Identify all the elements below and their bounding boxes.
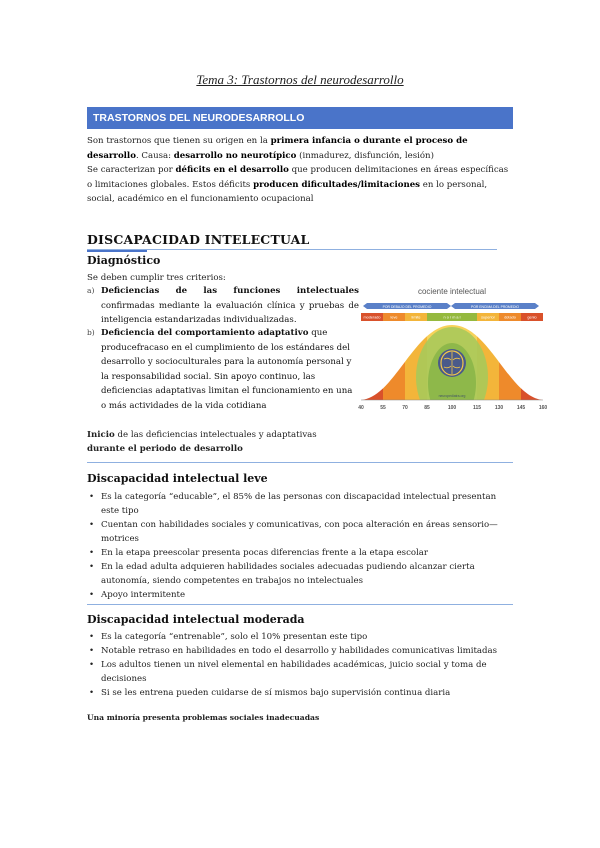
list-item: • Apoyo intermitente — [87, 588, 507, 602]
diagnostico-heading: Diagnóstico — [87, 254, 161, 267]
list-item: • Es la categoría “entrenable”, solo el 10% presentan este tipo — [87, 630, 507, 644]
diagnostico-lead: Se deben cumplir tres criterios: — [87, 273, 226, 283]
tick-2: 70 — [402, 405, 408, 411]
criterion-b: b) Deficiencia del comportamiento adaptativo que producefracaso en el cumplimiento de los estándares del desarrollo y socioculturales para la autonomía personal y la responsabilidad social. Sin apoyo continuo, las deficiencias adaptativas limitan el funcionamiento en una o más actividades de la vida cotidiana — [87, 328, 353, 411]
list-item: • Es la categoría “educable”, el 85% de las personas con discapacidad intelectual presentan este tipo — [87, 490, 507, 518]
tick-4: 100 — [447, 405, 457, 411]
criterion-c: Inicio de las deficiencias intelectuales y adaptativas durante el periodo de desarrollo — [87, 430, 317, 454]
list-item: • En la edad adulta adquieren habilidades sociales adecuadas pudiendo alcanzar cierta autonomía, siendo competentes en trabajos no intelectuales — [87, 560, 507, 588]
tick-1: 55 — [380, 405, 386, 411]
leve-list — [87, 490, 507, 602]
criterion-a-letter: a) — [87, 286, 95, 295]
list-item: • Cuentan con habilidades sociales y comunicativas, con poca alteración en áreas sensorio—motrices — [87, 518, 507, 546]
criterion-b-letter: b) — [87, 328, 95, 337]
moderada-list — [87, 630, 507, 700]
iq-chart — [355, 285, 550, 415]
chart-watermark: neuropediatra.org — [438, 394, 466, 398]
band-label-0: moderado — [363, 315, 381, 320]
tick-3: 85 — [424, 405, 430, 411]
band-label-5: dotado — [504, 315, 516, 320]
moderada-heading: Discapacidad intelectual moderada — [87, 613, 305, 626]
list-item: • Los adultos tienen un nivel elemental en habilidades académicas, juicio social y toma de decisiones — [87, 658, 507, 686]
chart-title: cociente intelectual — [417, 287, 487, 296]
list-item: • Si se les entrena pueden cuidarse de sí mismos bajo supervisión continua diaria — [87, 686, 507, 700]
section-banner: TRASTORNOS DEL NEURODESARROLLO — [87, 107, 513, 129]
list-item: • En la etapa preescolar presenta pocas diferencias frente a la etapa escolar — [87, 546, 507, 560]
band-label-3: n o r m a l — [443, 315, 461, 320]
band-label-2: límite — [411, 315, 421, 320]
heading-accent-bar — [87, 250, 147, 252]
band-label-4: superior — [481, 315, 495, 320]
intro-paragraph: Son trastornos que tienen su origen en la primera infancia o durante el proceso de desarrollo. Causa: desarrollo no neurotípico (inmadurez, disfunción, lesión) Se caracterizan por déficits en el desarrollo que producen delimitaciones en áreas específicas o limitaciones globales. Estos déficits producen dificultades/limitaciones en lo personal, social, académico en el funcionamiento ocupacional — [87, 136, 509, 204]
divider-1 — [87, 462, 513, 463]
tick-5: 115 — [472, 405, 482, 411]
moderada-note: Una minoría presenta problemas sociales inadecuadas — [87, 713, 320, 722]
band-label-1: leve — [390, 315, 398, 320]
criterion-a: a) Deficiencias de las funciones intelectuales confirmadas mediante la evaluación clínica y pruebas de inteligencia estandarizadas individualizadas. — [87, 286, 359, 325]
tick-8: 160 — [538, 405, 548, 411]
leve-heading: Discapacidad intelectual leve — [87, 472, 268, 485]
band-label-6: genio — [527, 315, 537, 320]
page-title: Tema 3: Trastornos del neurodesarrollo — [196, 72, 404, 87]
right-arrow-label: POR ENCIMA DEL PROMEDIO — [470, 305, 520, 309]
divider-2 — [87, 604, 513, 605]
list-item: • Notable retraso en habilidades en todo el desarrollo y habilidades comunicativas limitadas — [87, 644, 507, 658]
tick-0: 40 — [358, 405, 364, 411]
left-arrow-label: POR DEBAJO DEL PROMEDIO — [382, 305, 432, 309]
section-heading-discapacidad: DISCAPACIDAD INTELECTUAL — [87, 232, 497, 250]
tick-7: 145 — [516, 405, 526, 411]
tick-6: 130 — [494, 405, 504, 411]
